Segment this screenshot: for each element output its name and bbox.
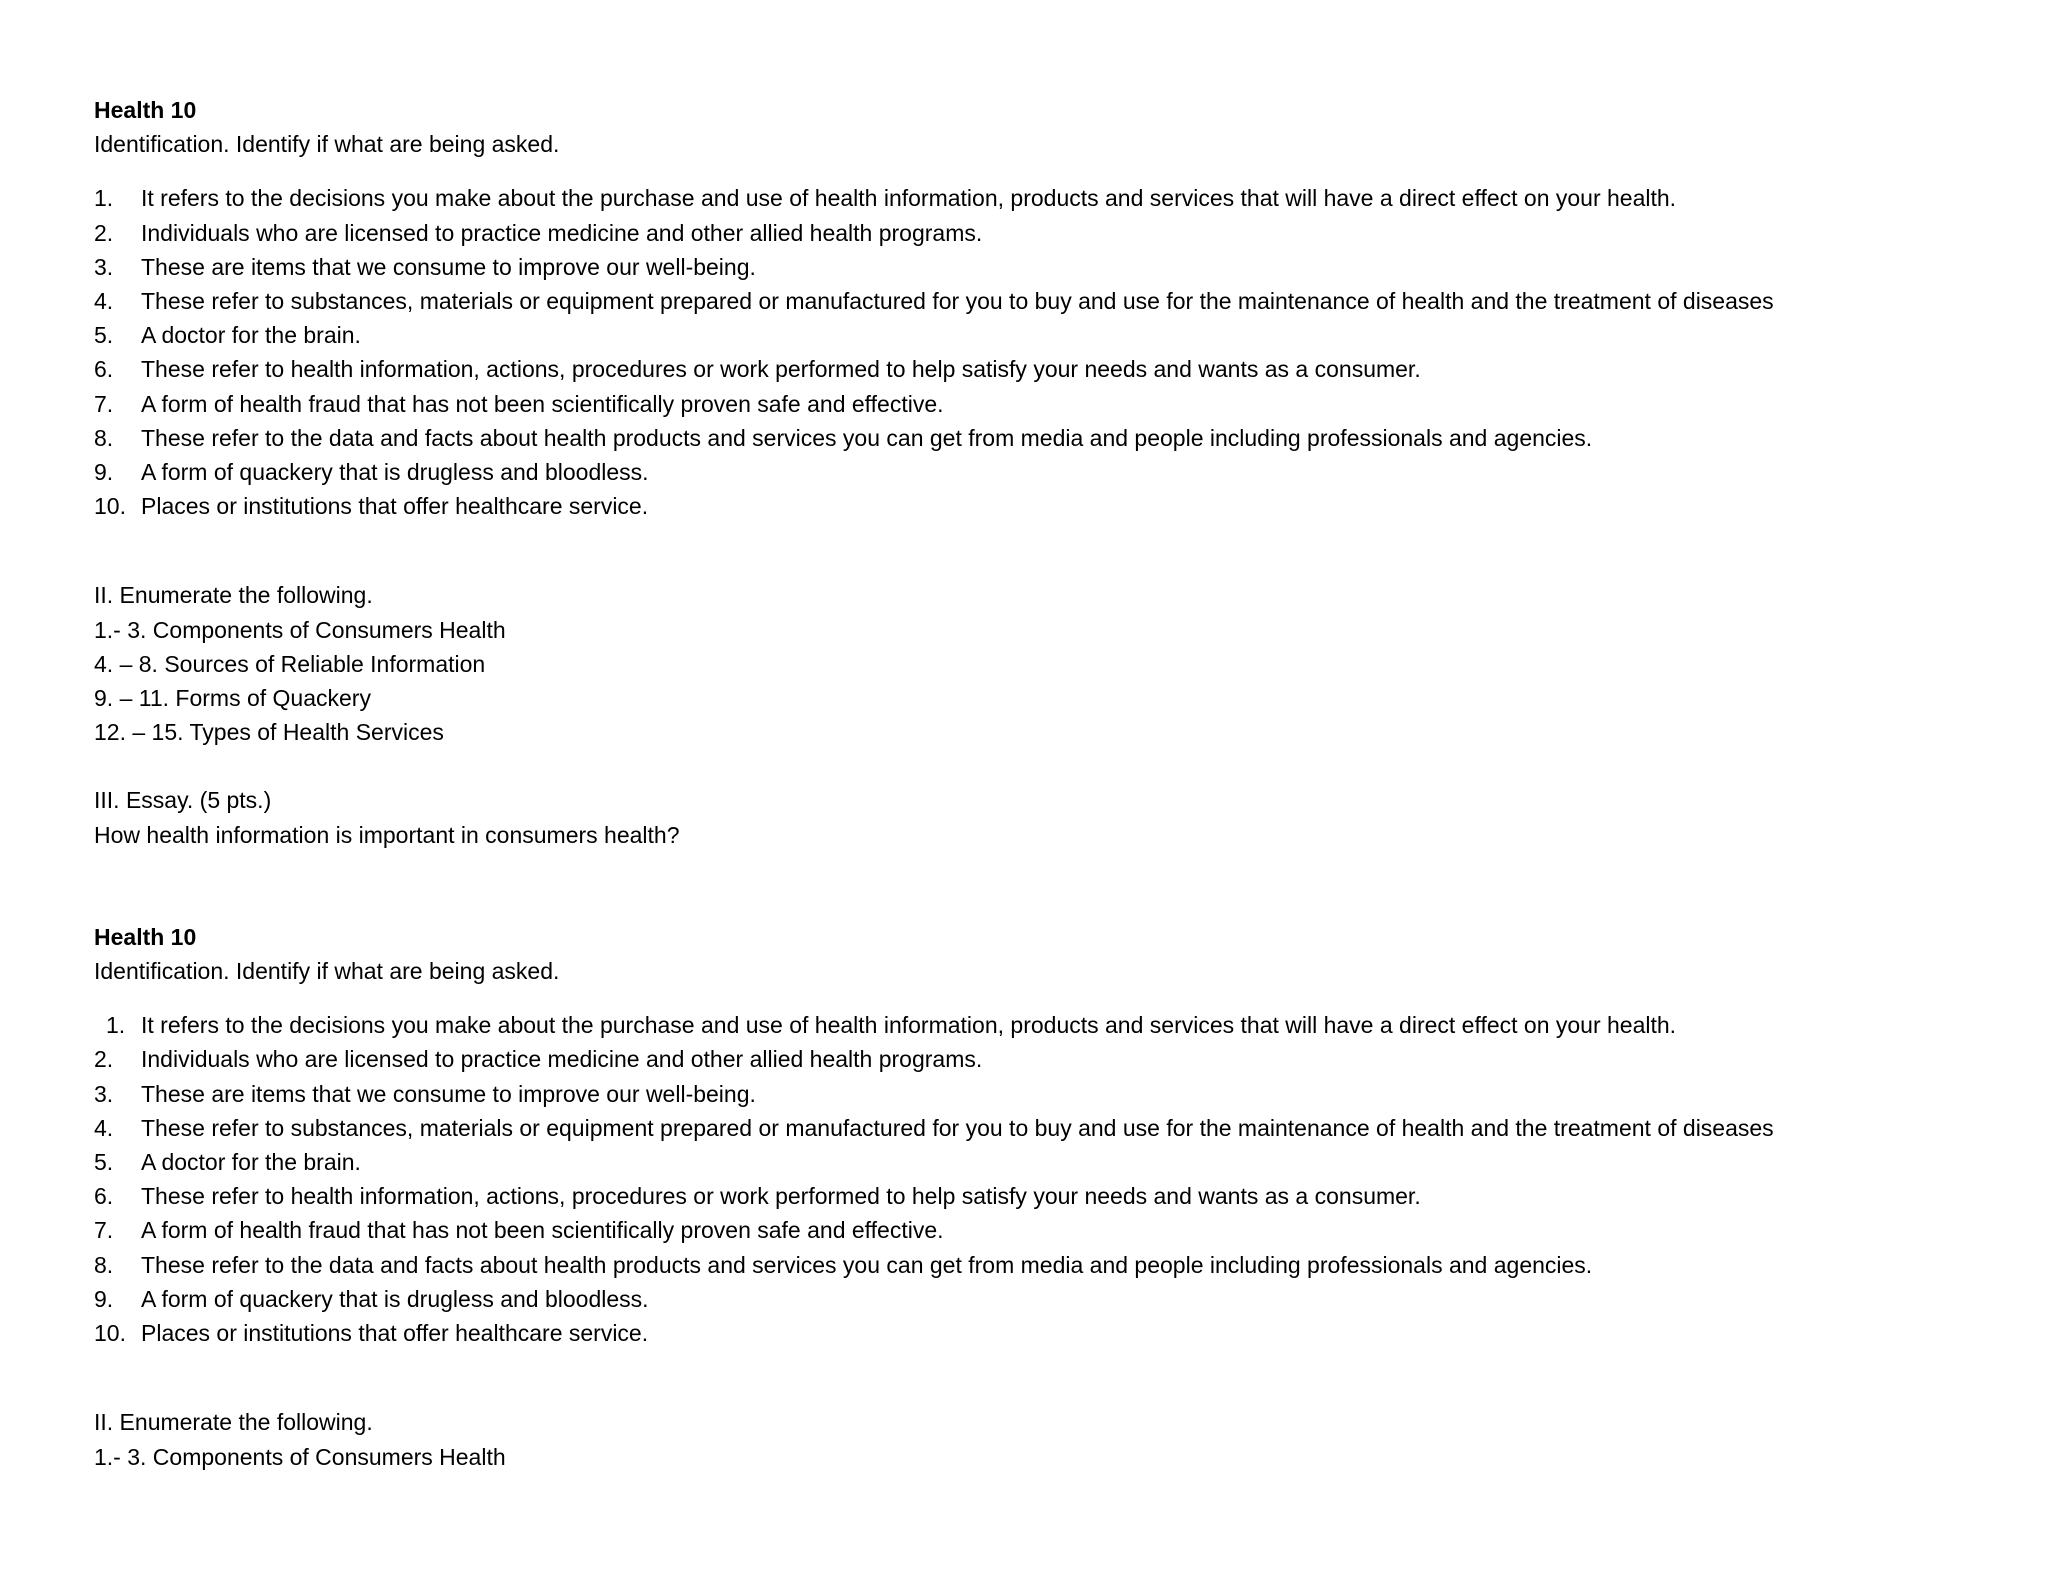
list-item: 6. These refer to health information, actions, procedures or work performed to help satisfy your needs and wants as a consumer. <box>94 356 1421 383</box>
list-item: 7. A form of health fraud that has not been scientifically proven safe and effective. <box>94 390 944 417</box>
list-item: 10. Places or institutions that offer healthcare service. <box>94 1320 649 1347</box>
list-item: 1. It refers to the decisions you make about the purchase and use of health information, products and services that will have a direct effect on your health. <box>106 1012 1677 1039</box>
list-item: 8. These refer to the data and facts about health products and services you can get from media and people including professionals and agencies. <box>94 1251 1593 1278</box>
identification-instruction: Identification. Identify if what are being asked. <box>94 131 560 158</box>
list-item: 4. These refer to substances, materials or equipment prepared or manufactured for you to buy and use for the maintenance of health and the treatment of diseases <box>94 288 1774 315</box>
list-item: 5. A doctor for the brain. <box>94 322 361 349</box>
list-item: 1. It refers to the decisions you make about the purchase and use of health information, products and services that will have a direct effect on your health. <box>94 185 1677 212</box>
enumeration-item: 12. – 15. Types of Health Services <box>94 719 444 746</box>
enumeration-item: 4. – 8. Sources of Reliable Information <box>94 650 486 677</box>
list-item: 8. These refer to the data and facts about health products and services you can get from media and people including professionals and agencies. <box>94 424 1593 451</box>
list-item: 9. A form of quackery that is drugless and bloodless. <box>94 459 649 486</box>
identification-list <box>94 1008 1994 1350</box>
list-item: 3. These are items that we consume to improve our well-being. <box>94 1080 756 1107</box>
list-item: 4. These refer to substances, materials or equipment prepared or manufactured for you to buy and use for the maintenance of health and the treatment of diseases <box>94 1114 1774 1141</box>
list-item: 6. These refer to health information, actions, procedures or work performed to help satisfy your needs and wants as a consumer. <box>94 1183 1421 1210</box>
enumeration-item: 9. – 11. Forms of Quackery <box>94 685 371 712</box>
list-item: 9. A form of quackery that is drugless and bloodless. <box>94 1285 649 1312</box>
list-item: 5. A doctor for the brain. <box>94 1149 361 1176</box>
identification-instruction: Identification. Identify if what are being asked. <box>94 958 560 985</box>
enumeration-item: 1.- 3. Components of Consumers Health <box>94 616 506 643</box>
quiz-title: Health 10 <box>94 923 197 950</box>
enumeration-heading: II. Enumerate the following. <box>94 1409 373 1436</box>
quiz-copy-2 <box>94 920 1994 1474</box>
identification-list <box>94 181 1994 523</box>
essay-heading: III. Essay. (5 pts.) <box>94 787 272 814</box>
list-item: 3. These are items that we consume to improve our well-being. <box>94 253 756 280</box>
essay-question: How health information is important in consumers health? <box>94 821 680 848</box>
enumeration-heading: II. Enumerate the following. <box>94 582 373 609</box>
list-item: 7. A form of health fraud that has not been scientifically proven safe and effective. <box>94 1217 944 1244</box>
list-item: 2. Individuals who are licensed to practice medicine and other allied health programs. <box>94 219 983 246</box>
quiz-title: Health 10 <box>94 97 197 123</box>
list-item: 10. Places or institutions that offer healthcare service. <box>94 493 649 520</box>
quiz-copy-1 <box>94 93 1994 852</box>
list-item: 2. Individuals who are licensed to practice medicine and other allied health programs. <box>94 1046 983 1073</box>
enumeration-item: 1.- 3. Components of Consumers Health <box>94 1443 506 1470</box>
document-page <box>94 93 1994 1474</box>
